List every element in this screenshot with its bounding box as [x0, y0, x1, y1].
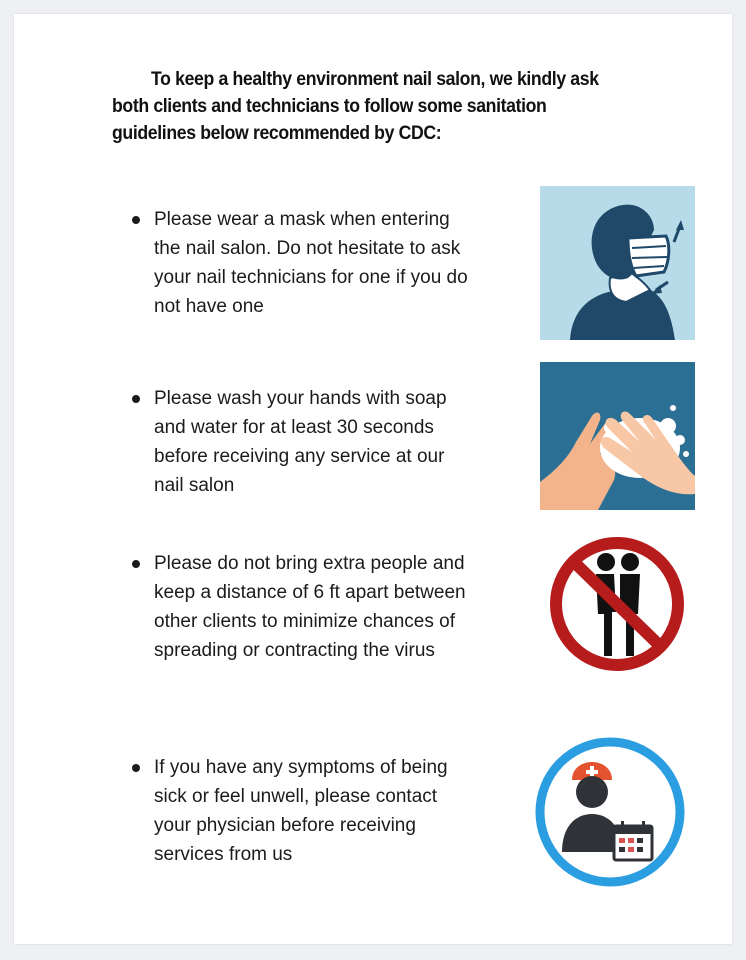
guideline-item-handwash: [132, 384, 477, 500]
face-mask-icon: [540, 186, 695, 340]
bullet-icon: [132, 560, 140, 568]
notice-heading: [112, 66, 633, 147]
guideline-text: Please do not bring extra people and keep a distance of 6 ft apart between other clients to minimize chances of spreading or contracting the virus: [154, 553, 466, 661]
bullet-icon: [132, 216, 140, 224]
guideline-text: Please wash your hands with soap and water for at least 30 seconds before receiving any service at our nail salon: [154, 388, 447, 496]
heading-line-3: guidelines below recommended by CDC:: [112, 123, 442, 144]
hand-washing-icon: [540, 362, 695, 510]
doctor-appointment-icon: [526, 728, 696, 888]
heading-line-2: both clients and technicians to follow some sanitation: [112, 96, 547, 117]
guideline-item-mask: [132, 205, 477, 321]
notice-page: [14, 14, 732, 944]
bullet-icon: [132, 395, 140, 403]
guideline-item-symptoms: [132, 753, 477, 869]
no-crowding-icon: [540, 534, 695, 674]
bullet-icon: [132, 764, 140, 772]
guideline-text: Please wear a mask when entering the nail salon. Do not hesitate to ask your nail technicians for one if you do not have one: [154, 209, 468, 317]
heading-line-1: To keep a healthy environment nail salon, we kindly ask: [151, 69, 599, 90]
guideline-text: If you have any symptoms of being sick or feel unwell, please contact your physician before receiving services from us: [154, 757, 448, 865]
guideline-item-distancing: [132, 549, 477, 665]
